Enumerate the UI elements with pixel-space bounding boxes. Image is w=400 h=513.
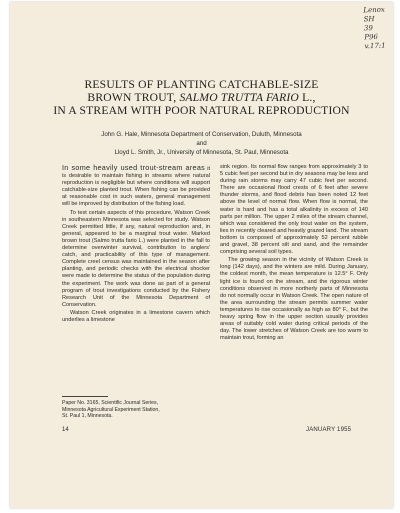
lead-in-caps: In some heavily used trout-stream areas: [62, 163, 206, 172]
title-line-2-start: BROWN TROUT,: [87, 91, 180, 104]
author-block: [10, 130, 393, 157]
call-number-line: v.17:1: [364, 41, 386, 51]
footnote-line: St. Paul 1, Minnesota.: [62, 413, 113, 420]
title-line-3: IN A STREAM WITH POOR NATURAL REPRODUCTION: [53, 104, 350, 117]
paragraph-climate: The growing season in the vicinity of Watson Creek is long (142 days), and the winters are mild. During January, the coldest month, the mean temperature is 12.5° F. Only light ice is found on the stream, and the rigorous winter conditions observed in more northerly parts of Minnesota do not normally occur in Watson Creek. The open nature of the area surrounding the stream permits summer water temperatures to rise occasionally as high as 80° F., but the heavy spring flow in the upper section usually provides areas of suitably cold water during critical periods of the day. The lower stretches of Watson Creek are too warm to maintain trout, forming an: [220, 257, 368, 342]
species-name: SALMO TRUTTA FARIO: [179, 91, 299, 104]
issue-date: JANUARY 1955: [306, 427, 352, 433]
author-conjunction: and: [196, 140, 207, 147]
title-line-2: [10, 91, 393, 104]
left-column: [62, 164, 210, 325]
page-number: 14: [62, 427, 69, 433]
footnote-divider: [62, 396, 108, 397]
title-line-1: RESULTS OF PLANTING CATCHABLE-SIZE: [84, 78, 319, 91]
footnote-line: Minnesota Agricultural Experiment Station,: [62, 406, 160, 413]
right-column: [220, 164, 368, 343]
call-number-line: P96: [363, 32, 378, 42]
paragraph-procedure: To test certain aspects of this procedure, Watson Creek in southeastern Minnesota was selected for study. Watson Creek permitted little, if any, natural reproduction and, in general, appeared to be a marginal trout water. Marked brown trout (Salmo trutta fario L.) were planted in the fall to determine overwinter survival, contribution to anglers' catch, and practicability of this type of management. Complete creel census was maintained in the season after planting, and periodic checks with the electrical shocker were made to determine the status of the population during the experiment. The work was done as part of a general program of trout investigations conducted by the Fishery Research Unit of the Minnesota Department of Conservation.: [62, 209, 210, 308]
footnote-line: Paper No. 3165, Scientific Journal Series,: [62, 400, 159, 406]
handwritten-call-number: [363, 6, 386, 52]
call-number-line: Lenox: [362, 5, 385, 15]
call-number-line: 39: [363, 24, 373, 33]
paragraph-intro: [62, 164, 210, 209]
article-title: [10, 78, 393, 117]
paragraph-flow: sink region. Its normal flow ranges from approximately 3 to 5 cubic feet per second but in dry seasons may be less and during rain storms may carry 47 cubic feet per second. There are occasional flood crests of 6 feet after severe thunder storms, and flood debris has been noted 12 feet above the level of normal flow. When flow is normal, the water is hard and has a total alkalinity in excess of 140 parts per million. The upper 2 miles of the stream channel, which was considered the only trout water on the system, lies in recently cleared and heavily grazed land. The stream bottom is composed of approximately 52 percent rubble and gravel, 38 percent silt and sand, and the remainder comprising several soil types.: [220, 164, 368, 256]
intro-text: it is desirable to maintain fishing in streams where natural reproduction is negligible but where conditions will support catchable-size planted trout. When fishing can be provided at reasonable cost in such waters, general management will be improved by distribution of the fishing load.: [62, 166, 210, 208]
author-1: John G. Hale, Minnesota Department of Conservation, Duluth, Minnesota: [101, 131, 302, 138]
journal-page: [10, 2, 393, 508]
title-line-2-end: L.,: [299, 91, 316, 104]
footnote: [62, 400, 212, 420]
paragraph-origin: Watson Creek originates in a limestone cavern which underlies a limestone: [62, 309, 210, 323]
call-number-line: SH: [363, 15, 375, 24]
author-2: Lloyd L. Smith, Jr., University of Minnesota, St. Paul, Minnesota: [114, 149, 289, 156]
